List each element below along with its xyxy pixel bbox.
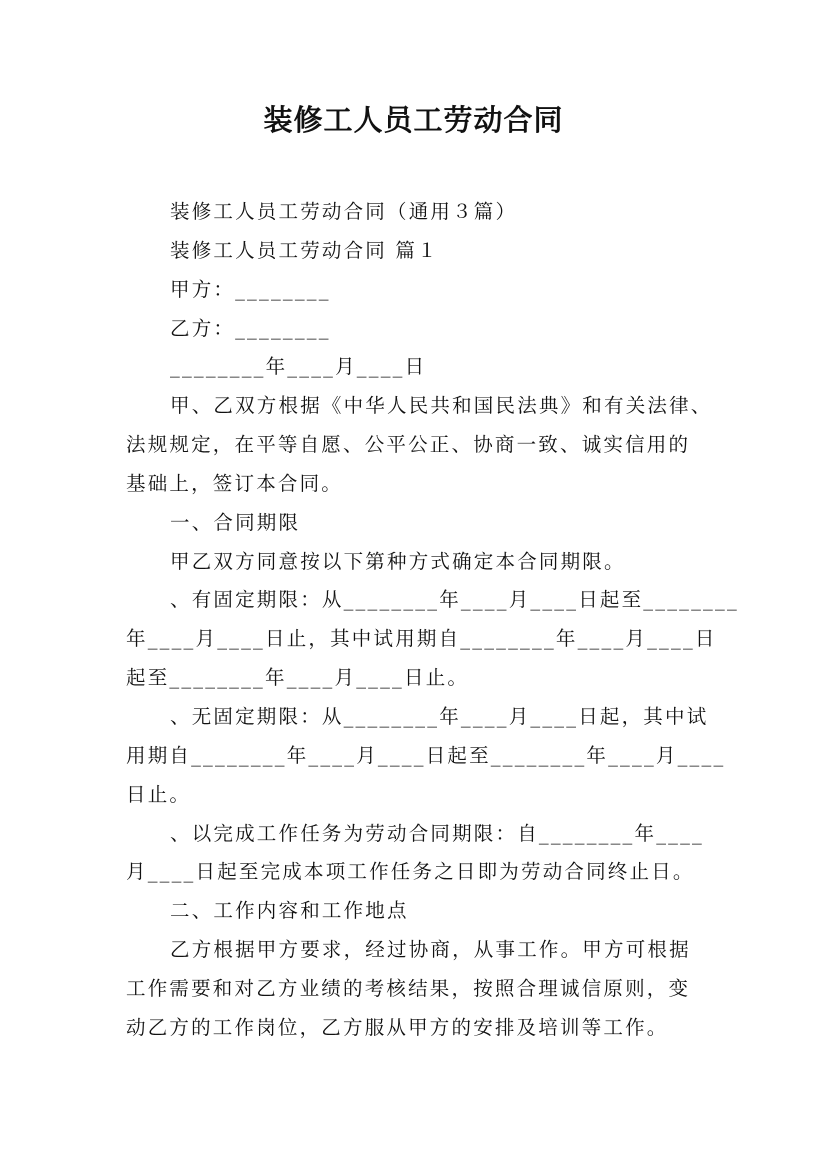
paragraph-line: 甲、乙双方根据《中华人民共和国民法典》和有关法律、: [170, 394, 713, 417]
party-a-line: 甲方：________: [170, 278, 331, 301]
party-b-line: 乙方：________: [170, 317, 331, 340]
paragraph-line: 甲乙双方同意按以下第种方式确定本合同期限。: [170, 550, 626, 573]
section-heading: 二、工作内容和工作地点: [170, 899, 409, 922]
paragraph-line: 法规规定，在平等自愿、公平公正、协商一致、诚实信用的: [126, 433, 691, 456]
paragraph-line: 、无固定期限：从________年____月____日起，其中试: [170, 705, 709, 728]
paragraph-line: 起至________年____月____日止。: [126, 666, 470, 689]
paragraph-line: 用期自________年____月____日起至________年____月____: [126, 744, 726, 767]
paragraph-line: 日止。: [126, 783, 192, 806]
document-title: 装修工人员工劳动合同: [263, 103, 564, 137]
date-line: ________年____月____日: [170, 355, 427, 378]
paragraph-line: 月____日起至完成本项工作任务之日即为劳动合同终止日。: [126, 860, 695, 883]
paragraph-line: 、有固定期限：从________年____月____日起至________: [170, 588, 739, 611]
section-heading: 一、合同期限: [170, 511, 301, 534]
paragraph-line: 动乙方的工作岗位，乙方服从甲方的安排及培训等工作。: [126, 1016, 669, 1039]
paragraph-line: 乙方根据甲方要求，经过协商，从事工作。甲方可根据: [170, 938, 691, 961]
subtitle-collection: 装修工人员工劳动合同（通用３篇）: [170, 200, 518, 223]
paragraph-line: 年____月____日止，其中试用期自________年____月____日: [126, 627, 717, 650]
subtitle-part-1: 装修工人员工劳动合同 篇１: [170, 239, 439, 262]
paragraph-line: 基础上，签订本合同。: [126, 472, 344, 495]
paragraph-line: 、以完成工作任务为劳动合同期限：自________年____: [170, 822, 705, 845]
paragraph-line: 工作需要和对乙方业绩的考核结果，按照合理诚信原则，变: [126, 977, 691, 1000]
